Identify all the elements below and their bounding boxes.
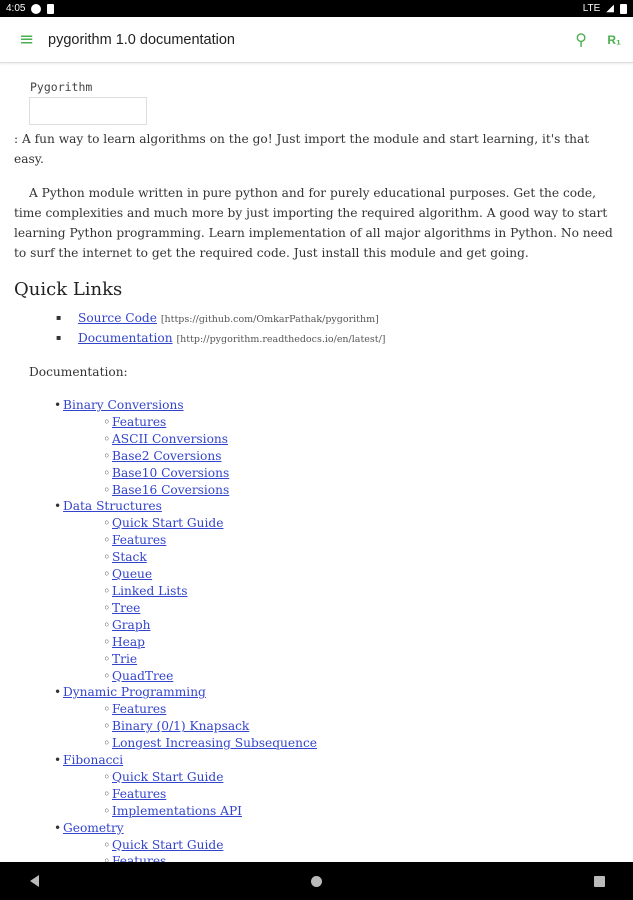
quick-links-list — [56, 309, 619, 349]
signal-icon: ◢ — [606, 3, 614, 14]
doc-subsection — [103, 634, 619, 651]
logo-label: Pygorithm — [30, 80, 93, 94]
app-bar — [0, 17, 633, 63]
doc-subsection-link[interactable]: Base16 Coversions — [112, 482, 230, 497]
reader-mode-icon[interactable]: R₁ — [607, 32, 621, 47]
doc-subsection — [103, 769, 619, 786]
doc-subsection — [103, 600, 619, 617]
doc-section-link[interactable]: Fibonacci — [63, 753, 124, 768]
doc-subsection-link[interactable]: Heap — [112, 634, 145, 649]
doc-subsection-link[interactable]: Graph — [112, 617, 151, 632]
doc-subsection-link[interactable]: Implementations API — [112, 803, 242, 818]
doc-subsection — [103, 482, 619, 499]
link-url: [https://github.com/OmkarPathak/pygorithm] — [160, 314, 379, 325]
doc-subsection — [103, 465, 619, 482]
logo-image — [29, 97, 147, 125]
documentation-link[interactable]: Documentation — [78, 331, 173, 345]
doc-subsection-link[interactable]: Quick Start Guide — [112, 837, 224, 852]
status-bar — [0, 0, 633, 17]
doc-subsection — [103, 566, 619, 583]
back-icon[interactable] — [30, 875, 39, 887]
doc-section — [54, 498, 619, 684]
page-title: pygorithm 1.0 documentation — [48, 31, 235, 48]
description-text: A Python module written in pure python and for purely educational purposes. Get the code, time complexities and much more by just importing the required algorithm. A good way to start learning Python programming. Learn implementation of all major algorithms in Python. No need to surf the internet to get the required code. Just install this module and get going. — [14, 186, 613, 260]
battery-icon — [620, 4, 627, 14]
doc-subsection-link[interactable]: Base2 Coversions — [112, 448, 222, 463]
quick-links-heading: Quick Links — [14, 279, 123, 300]
doc-section-link[interactable]: Binary Conversions — [63, 398, 184, 412]
doc-section-link[interactable]: Dynamic Programming — [63, 685, 206, 700]
notification-icon — [31, 4, 41, 14]
documentation-tree — [54, 397, 619, 887]
doc-subsection-list — [103, 701, 619, 752]
documentation-label: Documentation: — [29, 365, 128, 379]
doc-section-link[interactable]: Geometry — [63, 820, 124, 835]
doc-subsection — [103, 718, 619, 735]
sd-card-icon — [47, 4, 54, 14]
doc-section-link[interactable]: Data Structures — [63, 499, 162, 514]
source-code-link[interactable]: Source Code — [78, 311, 157, 325]
document-content[interactable] — [0, 63, 633, 862]
menu-icon[interactable]: ≡ — [19, 29, 35, 50]
doc-subsection — [103, 583, 619, 600]
doc-subsection — [103, 803, 619, 820]
doc-subsection — [103, 617, 619, 634]
recent-apps-icon[interactable] — [594, 876, 605, 887]
doc-subsection-link[interactable]: Stack — [112, 550, 147, 565]
doc-section — [54, 752, 619, 820]
navigation-bar — [0, 862, 633, 900]
doc-subsection — [103, 786, 619, 803]
home-icon[interactable] — [311, 876, 322, 887]
status-time: 4:05 — [6, 3, 26, 14]
search-icon[interactable]: ⚲ — [575, 30, 587, 49]
doc-subsection — [103, 668, 619, 685]
doc-subsection — [103, 431, 619, 448]
network-label: LTE — [582, 3, 601, 14]
doc-subsection-link[interactable]: Features — [112, 533, 167, 548]
link-url: [http://pygorithm.readthedocs.io/en/latest/] — [176, 334, 386, 345]
doc-subsection — [103, 549, 619, 566]
doc-subsection-link[interactable]: Features — [112, 786, 167, 801]
doc-subsection — [103, 515, 619, 532]
doc-subsection-link[interactable]: Quick Start Guide — [112, 516, 224, 531]
doc-subsection-list — [103, 515, 619, 684]
doc-subsection-link[interactable]: Base10 Coversions — [112, 465, 230, 480]
doc-subsection-link[interactable]: QuadTree — [112, 668, 174, 683]
doc-subsection — [103, 701, 619, 718]
doc-subsection-link[interactable]: Trie — [112, 651, 138, 666]
doc-subsection — [103, 448, 619, 465]
doc-subsection — [103, 414, 619, 431]
doc-subsection-link[interactable]: Longest Increasing Subsequence — [112, 736, 318, 751]
doc-subsection — [103, 651, 619, 668]
doc-subsection-list — [103, 769, 619, 820]
doc-subsection-link[interactable]: Features — [112, 414, 167, 429]
doc-subsection-link[interactable]: Features — [112, 702, 167, 717]
list-item — [56, 329, 619, 349]
doc-subsection — [103, 532, 619, 549]
doc-section — [54, 397, 619, 498]
intro-text: : A fun way to learn algorithms on the go! Just import the module and start learning, it's that easy. — [14, 132, 590, 166]
doc-section — [54, 684, 619, 752]
doc-subsection-link[interactable]: Tree — [112, 600, 141, 615]
doc-subsection-link[interactable]: Binary (0/1) Knapsack — [112, 719, 250, 734]
doc-subsection-link[interactable]: ASCII Conversions — [112, 431, 229, 446]
doc-subsection-link[interactable]: Quick Start Guide — [112, 769, 224, 784]
doc-subsection-link[interactable]: Linked Lists — [112, 583, 188, 598]
doc-subsection-link[interactable]: Queue — [112, 567, 153, 582]
doc-subsection-list — [103, 414, 619, 499]
doc-subsection — [103, 735, 619, 752]
list-item — [56, 309, 619, 329]
doc-subsection — [103, 837, 619, 854]
